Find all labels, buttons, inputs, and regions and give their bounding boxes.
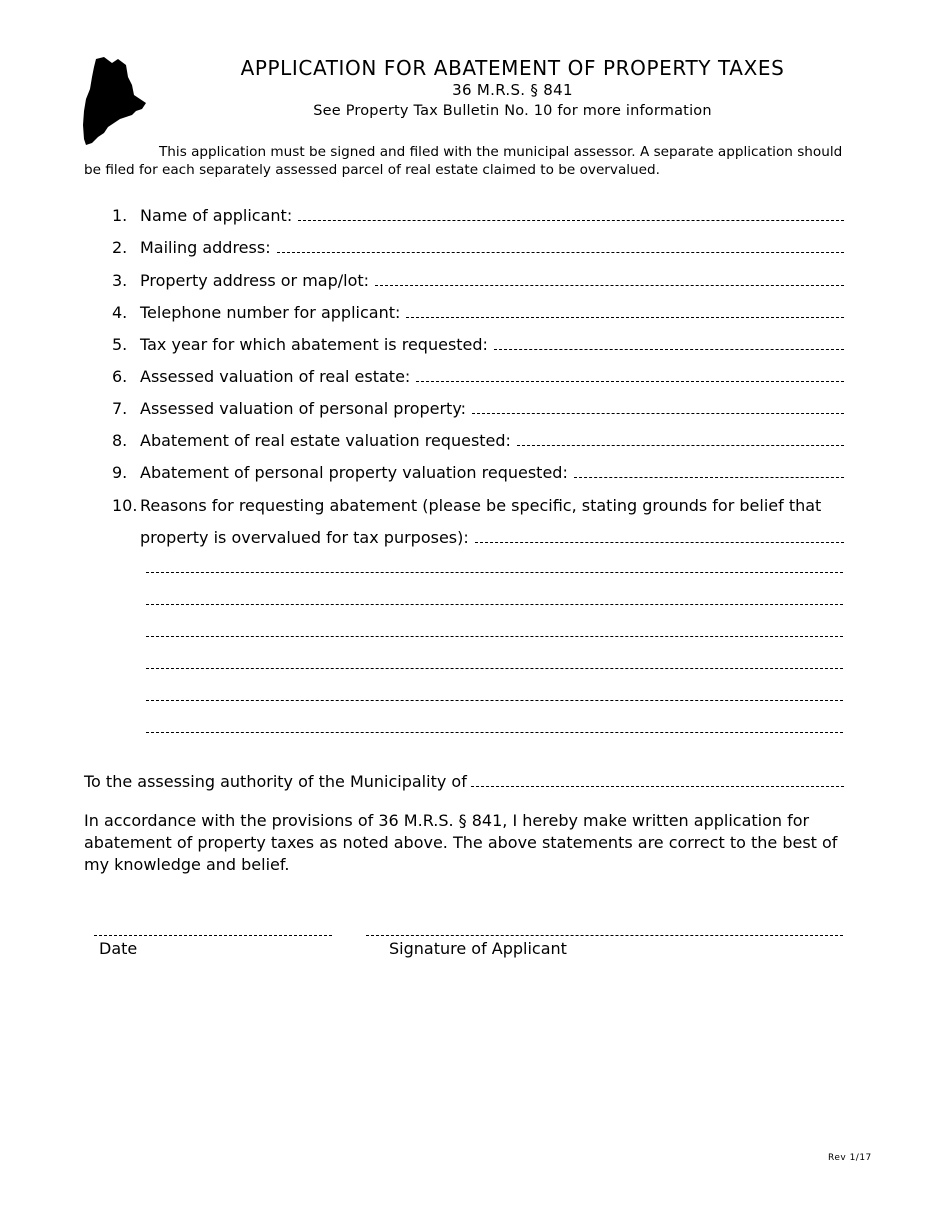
field-label: Name of applicant: <box>140 206 293 225</box>
field-label: property is overvalued for tax purposes): <box>140 528 469 547</box>
field-label: Assessed valuation of personal property: <box>140 399 467 418</box>
reasons-line[interactable] <box>146 700 843 701</box>
date-line[interactable] <box>94 935 332 936</box>
reasons-line[interactable] <box>146 636 843 637</box>
field-abatement-real-estate[interactable]: 8. Abatement of real estate valuation requested: <box>84 424 844 450</box>
blank-line[interactable] <box>574 477 844 478</box>
field-property-address[interactable]: 3. Property address or map/lot: <box>84 264 844 290</box>
blank-line[interactable] <box>475 542 844 543</box>
field-name-of-applicant[interactable]: 1. Name of applicant: <box>84 199 844 225</box>
municipality-label: To the assessing authority of the Municipality of <box>84 772 467 791</box>
maine-state-silhouette-icon <box>82 55 148 147</box>
bulletin-reference: See Property Tax Bulletin No. 10 for more information <box>313 103 712 119</box>
field-label: Telephone number for applicant: <box>140 303 401 322</box>
blank-line[interactable] <box>472 413 844 414</box>
reasons-line[interactable] <box>146 668 843 669</box>
declaration-text: In accordance with the provisions of 36 M.R.S. § 841, I hereby make written application for abatement of property taxes as noted above. The above statements are correct to the best of my knowledge and belief. <box>84 811 838 874</box>
field-reasons: 10. Reasons for requesting abatement (please be specific, stating grounds for belief that <box>112 496 822 515</box>
reasons-line[interactable] <box>146 604 843 605</box>
form-title: APPLICATION FOR ABATEMENT OF PROPERTY TAXES <box>240 56 785 80</box>
intro-instructions: This application must be signed and filed with the municipal assessor. A separate application should be filed for each separately assessed parcel of real estate claimed to be overvalued. <box>84 144 843 178</box>
field-assessed-personal-property[interactable]: 7. Assessed valuation of personal property: <box>84 392 844 418</box>
date-label: Date <box>99 939 138 958</box>
blank-line[interactable] <box>277 252 844 253</box>
field-label: Property address or map/lot: <box>140 271 370 290</box>
field-mailing-address[interactable]: 2. Mailing address: <box>84 231 844 257</box>
reasons-line[interactable] <box>146 572 843 573</box>
reasons-line[interactable] <box>146 732 843 733</box>
signature-line[interactable] <box>366 935 843 936</box>
municipality-field[interactable] <box>84 767 844 791</box>
field-tax-year[interactable]: 5. Tax year for which abatement is requested: <box>84 328 844 354</box>
blank-line[interactable] <box>416 381 844 382</box>
blank-line[interactable] <box>517 445 844 446</box>
field-label: Tax year for which abatement is requested: <box>140 335 488 354</box>
field-assessed-real-estate[interactable]: 6. Assessed valuation of real estate: <box>84 360 844 386</box>
field-abatement-personal-property[interactable]: 9. Abatement of personal property valuation requested: <box>84 456 844 482</box>
blank-line[interactable] <box>471 786 844 787</box>
field-label: Assessed valuation of real estate: <box>140 367 411 386</box>
field-label: Abatement of personal property valuation requested: <box>140 463 568 482</box>
field-reasons-continued[interactable] <box>140 521 844 547</box>
field-label: Mailing address: <box>140 238 271 257</box>
revision-note: Rev 1/17 <box>828 1153 872 1163</box>
blank-line[interactable] <box>406 317 844 318</box>
signature-label: Signature of Applicant <box>389 939 567 958</box>
blank-line[interactable] <box>494 349 844 350</box>
blank-line[interactable] <box>298 220 844 221</box>
field-telephone[interactable]: 4. Telephone number for applicant: <box>84 296 844 322</box>
blank-line[interactable] <box>375 285 844 286</box>
field-label: Reasons for requesting abatement (please be specific, stating grounds for belief that <box>140 496 822 515</box>
statute-reference: 36 M.R.S. § 841 <box>452 81 573 99</box>
field-label: Abatement of real estate valuation requested: <box>140 431 511 450</box>
